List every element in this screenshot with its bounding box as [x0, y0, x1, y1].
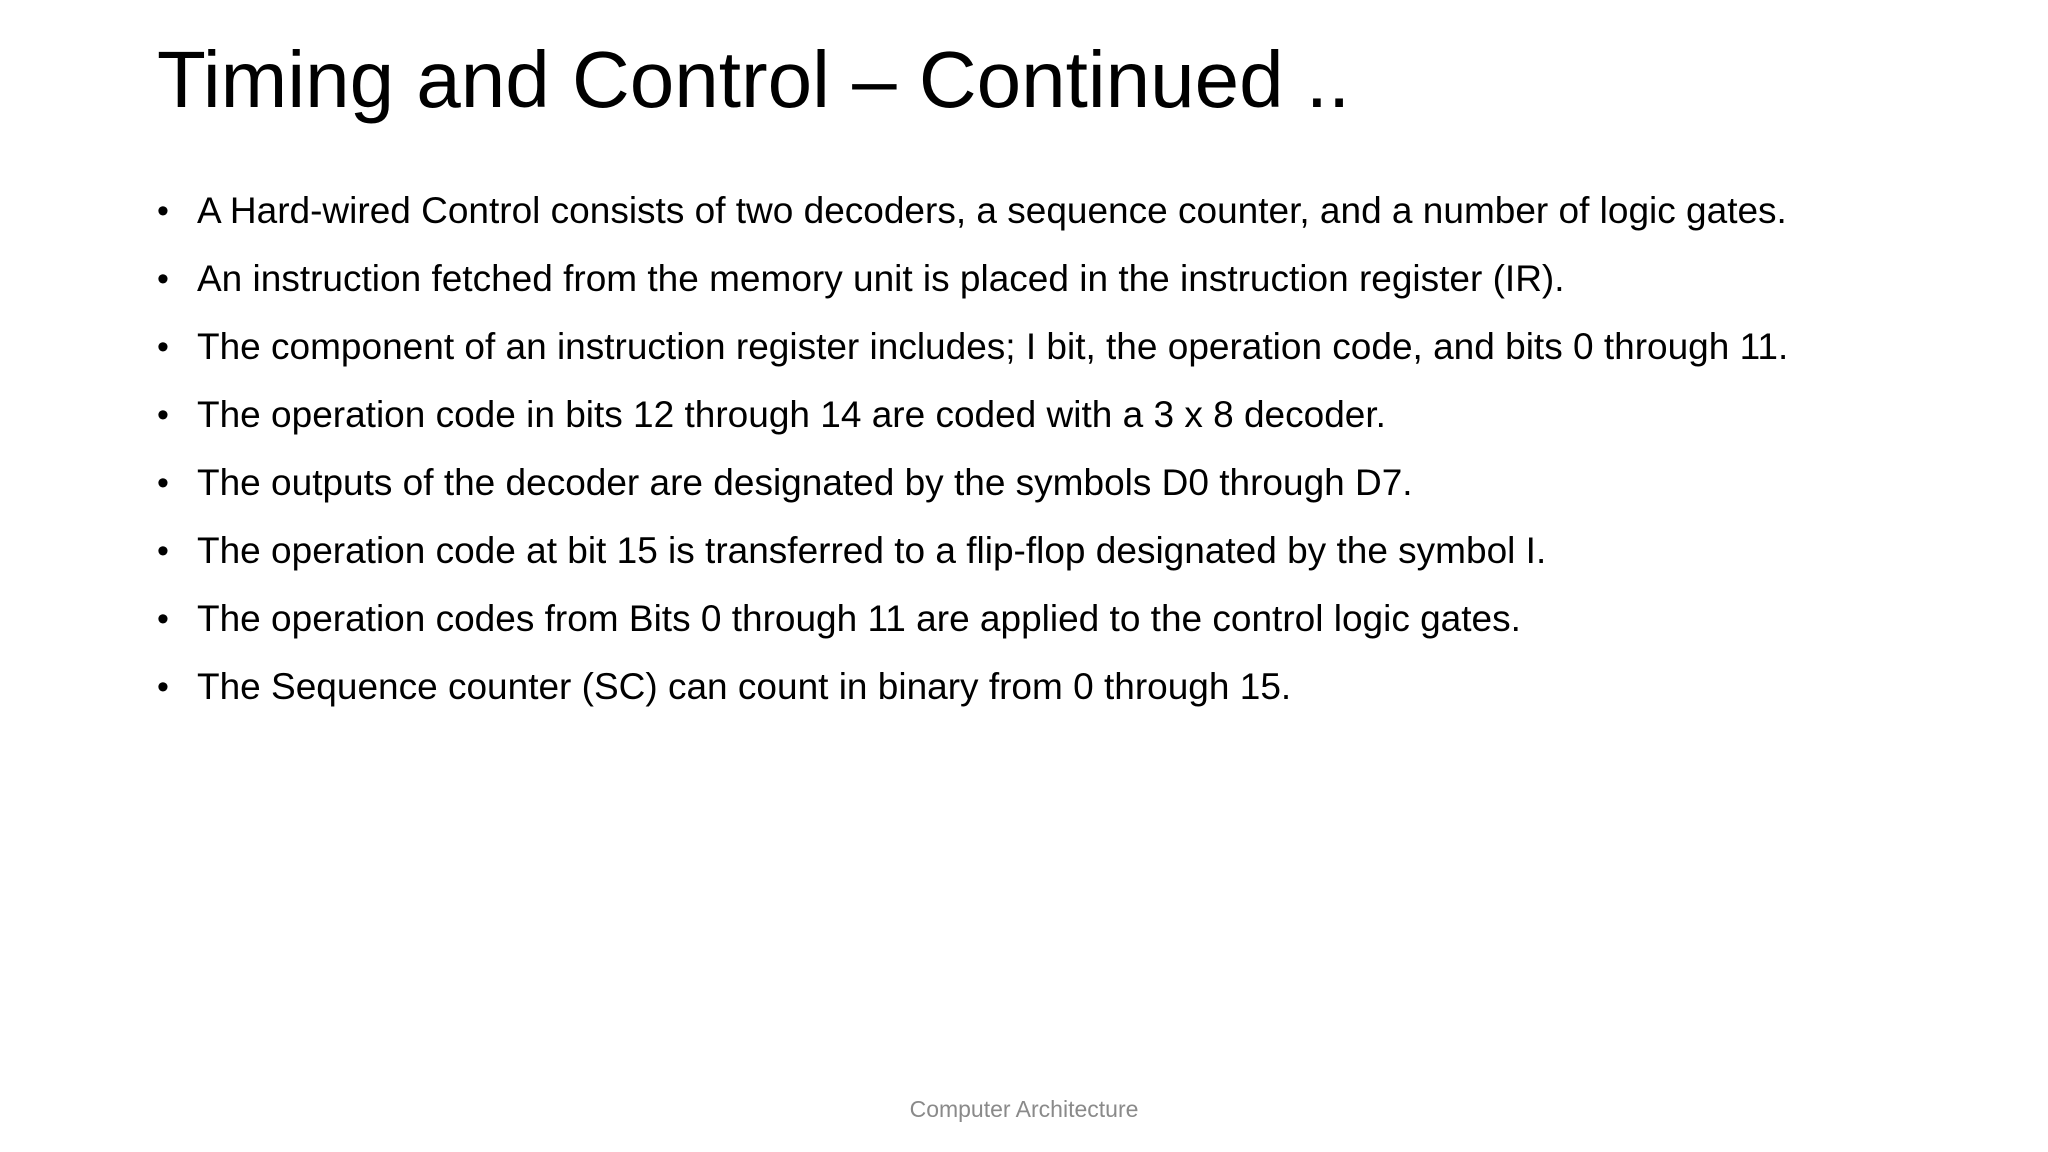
slide-footer: Computer Architecture	[909, 1096, 1139, 1122]
bullet-item	[157, 188, 1897, 234]
bullet-list	[157, 188, 1897, 732]
bullet-marker-icon: •	[157, 396, 169, 434]
bullet-text: The operation code at bit 15 is transferred to a flip-flop designated by the symbol I.	[197, 530, 1547, 571]
bullet-text: The operation codes from Bits 0 through 11 are applied to the control logic gates.	[197, 598, 1521, 639]
bullet-marker-icon: •	[157, 464, 169, 502]
bullet-item	[157, 460, 1897, 506]
bullet-item	[157, 528, 1897, 574]
bullet-item	[157, 664, 1897, 710]
bullet-text: The outputs of the decoder are designated by the symbols D0 through D7.	[197, 462, 1413, 503]
bullet-text: A Hard-wired Control consists of two decoders, a sequence counter, and a number of logic gates.	[197, 190, 1787, 231]
bullet-marker-icon: •	[157, 600, 169, 638]
bullet-marker-icon: •	[157, 192, 169, 230]
bullet-item	[157, 256, 1897, 302]
bullet-text: The operation code in bits 12 through 14 are coded with a 3 x 8 decoder.	[197, 394, 1386, 435]
bullet-text: The Sequence counter (SC) can count in binary from 0 through 15.	[197, 666, 1292, 707]
bullet-item	[157, 596, 1897, 642]
bullet-text: The component of an instruction register includes; I bit, the operation code, and bits 0 through 11.	[197, 326, 1789, 367]
slide-title: Timing and Control – Continued ..	[157, 35, 1351, 124]
bullet-item	[157, 392, 1897, 438]
bullet-marker-icon: •	[157, 328, 169, 366]
bullet-marker-icon: •	[157, 668, 169, 706]
bullet-text: An instruction fetched from the memory unit is placed in the instruction register (IR).	[197, 258, 1565, 299]
bullet-item	[157, 324, 1897, 370]
bullet-marker-icon: •	[157, 532, 169, 570]
bullet-marker-icon: •	[157, 260, 169, 298]
